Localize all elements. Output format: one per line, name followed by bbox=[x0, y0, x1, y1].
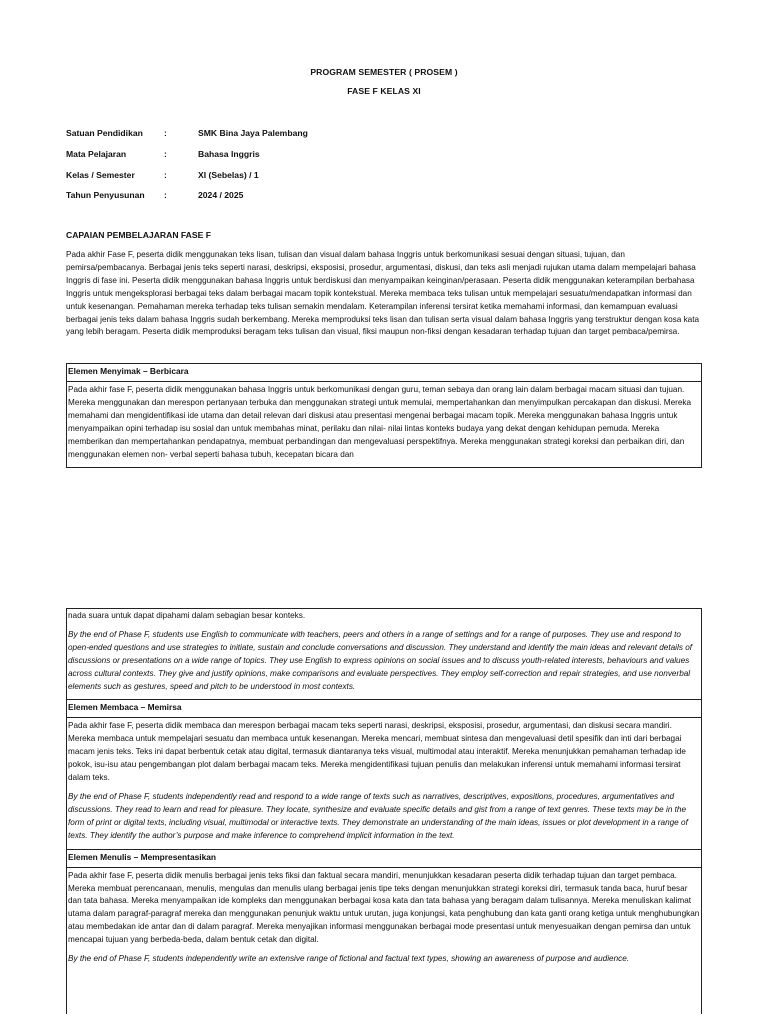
menyimak-text: Pada akhir fase F, peserta didik menggunakan bahasa Inggris untuk berkomunikasi dengan guru, teman sebaya dan orang lain dalam berbagai macam situasi dan tujuan. Mereka menggunakan dan merespon pertanyaan terbuka dan menggunakan strategi untuk memulai, mempertahankan dan menyimpulkan percakapan dan diskusi. Mereka memahami dan mengidentifikasi ide utama dan detail relevan dari diskusi atau presentasi mengenai berbagai macam topik. Mereka menggunakan bahasa Inggris untuk menyampaikan opini terhadap isu sosial dan untuk membahas minat, perilaku dan nilai- nilai lintas konteks budaya yang dekat dengan kehidupan pemuda. Mereka memberikan dan mempertahankan pendapatnya, membuat perbandingan dan mengevaluasi perspektifnya. Mereka menggunakan strategi koreksi dan perbaikan diri, dan menggunakan elemen non- verbal seperti bahasa tubuh, kecepatan bicara dan bbox=[68, 385, 692, 459]
membaca-body bbox=[67, 718, 701, 849]
menyimak-english: By the end of Phase F, students use English to communicate with teachers, peers and others in a range of settings and for a range of purposes. They use and respond to open-ended questions and use strategies to initiate, sustain and conclude conversations and discussion. They understand and identify the main ideas and relevant details of discussions or presentations on a wide range of topics. They use English to express opinions on social issues and to discuss youth-related interests, behaviours and values across cultural contexts. They give and justify opinions, make comparisons and evaluate perspectives. They employ self-correction and repair strategies, and use nonverbal elements such as gestures, speed and pitch to be understood in most contexts. bbox=[68, 629, 693, 691]
meta-label: Tahun Penyusunan bbox=[66, 190, 145, 200]
menyimak-table bbox=[66, 363, 702, 468]
meta-colon: : bbox=[164, 190, 167, 200]
continued-table bbox=[66, 608, 702, 1014]
meta-colon: : bbox=[164, 149, 167, 159]
membaca-english: By the end of Phase F, students independently read and respond to a wide range of texts such as narratives, descriptives, expositions, procedures, argumentatives and discussions. They read to learn and read for pleasure. They locate, synthesize and evaluate specific details and gist from a range of text genres. These texts may be in the form of print or digital texts, including visual, multimodal or interactive texts. They demonstrate an understanding of the main ideas, issues or plot development in a range of texts. They identify the author’s purpose and make inference to comprehend implicit information in the text. bbox=[68, 791, 688, 840]
meta-value: Bahasa Inggris bbox=[198, 149, 260, 159]
menyimak-continued: nada suara untuk dapat dipahami dalam sebagian besar konteks. bbox=[68, 611, 306, 620]
membaca-heading: Elemen Membaca – Memirsa bbox=[67, 700, 701, 718]
meta-value: XI (Sebelas) / 1 bbox=[198, 170, 259, 180]
menulis-body bbox=[67, 868, 701, 966]
menulis-heading: Elemen Menulis – Mempresentasikan bbox=[67, 850, 701, 868]
capaian-paragraph: Pada akhir Fase F, peserta didik menggunakan teks lisan, tulisan dan visual dalam bahasa Inggris untuk berkomunikasi sesuai dengan situasi, tujuan, dan pemirsa/pembacanya. Berbagai jenis teks seperti narasi, deskripsi, eksposisi, prosedur, argumentasi, diskusi, dan teks asli menjadi rujukan utama dalam mempelajari bahasa Inggris di fase ini. Peserta didik menggunakan bahasa Inggris untuk berdiskusi dan menyampaikan keinginan/perasaan. Peserta didik menggunakan keterampilan berbahasa Inggris untuk mengeksplorasi berbagai teks dalam berbagai macam topik kontekstual. Mereka membaca teks tulisan untuk mempelajari sesuatu/mendapatkan informasi dan untuk kesenangan. Pemahaman mereka terhadap teks tulisan semakin mendalam. Keterampilan inferensi tersirat ketika memahami informasi, dan kemampuan evaluasi berbagai jenis teks dalam bahasa Inggris sudah berkembang. Mereka memproduksi teks lisan dan tulisan serta visual dalam bahasa Inggris yang terstruktur dengan kosa kata yang lebih beragam. Peserta didik memproduksi beragam teks tulisan dan visual, fiksi maupun non-fiksi dengan kesadaran terhadap tujuan dan target pembaca/pemirsa. bbox=[66, 250, 700, 337]
membaca-text: Pada akhir fase F, peserta didik membaca dan merespon berbagai macam teks seperti narasi, deskripsi, eksposisi, prosedur, argumentasi, dan diskusi secara mandiri. Mereka membaca untuk mempelajari sesuatu dan membaca untuk kesenangan. Mereka mencari, membuat sintesa dan mengevaluasi detil spesifik dan inti dari berbagai macam jenis teks. Teks ini dapat berbentuk cetak atau digital, termasuk diantaranya teks visual, multimodal atau interaktif. Mereka menunjukkan pemahaman terhadap ide pokok, isu-isu atau pengembangan plot dalam berbagai macam teks. Mereka mengidentifikasi tujuan penulis dan melakukan inferensi untuk memahami informasi tersirat dalam teks. bbox=[68, 721, 686, 783]
menyimak-english-cell bbox=[67, 623, 701, 701]
menulis-english: By the end of Phase F, students independently write an extensive range of fictional and factual text types, showing an awareness of purpose and audience. bbox=[68, 954, 630, 964]
meta-label: Kelas / Semester bbox=[66, 170, 135, 180]
meta-colon: : bbox=[164, 170, 167, 180]
menyimak-body bbox=[67, 382, 701, 468]
meta-value: SMK Bina Jaya Palembang bbox=[198, 128, 308, 138]
meta-label: Mata Pelajaran bbox=[66, 149, 127, 159]
meta-label: Satuan Pendidikan bbox=[66, 128, 143, 138]
document-subtitle: FASE F KELAS XI bbox=[347, 86, 421, 96]
capaian-heading: CAPAIAN PEMBELAJARAN FASE F bbox=[66, 230, 211, 240]
menulis-text: Pada akhir fase F, peserta didik menulis berbagai jenis teks fiksi dan faktual secara mandiri, menunjukkan kesadaran peserta didik terhadap tujuan dan target pembaca. Mereka membuat perencanaan, menulis, mengulas dan menulis ulang berbagai jenis tipe teks dengan menunjukkan strategi koreksi diri, termasuk tanda baca, huruf besar dan tata bahasa. Mereka menyampaikan ide kompleks dan menggunakan berbagai kosa kata dan tata bahasa yang beragam dalam tulisannya. Mereka menuliskan kalimat utama dalam paragraf-paragraf mereka dan menggunakan penunjuk waktu untuk urutan, juga konjungsi, kata penghubung dan kata ganti orang ketiga untuk menghubungkan atau membedakan ide antar dan di dalam paragraf. Mereka menyajikan informasi menggunakan berbagai mode presentasi untuk menyesuaikan dengan pemirsa dan untuk mencapai tujuan yang berbeda-beda, dalam bentuk cetak dan digital. bbox=[68, 870, 700, 945]
menyimak-heading: Elemen Menyimak – Berbicara bbox=[67, 364, 701, 382]
meta-colon: : bbox=[164, 128, 167, 138]
meta-value: 2024 / 2025 bbox=[198, 190, 244, 200]
document-title: PROGRAM SEMESTER ( PROSEM ) bbox=[310, 67, 458, 77]
